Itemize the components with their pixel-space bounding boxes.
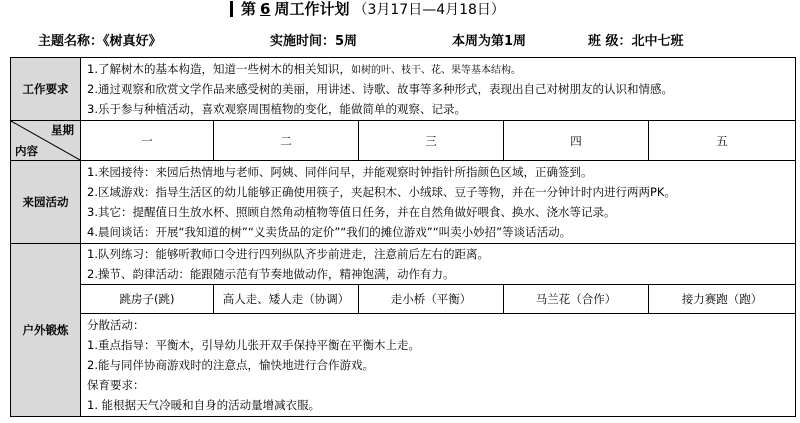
arrival-line: 3.其它：提醒值日生放水杯、照顾自然角动植物等值日任务，并在自然角做好喂食、换水、浇水等记录。	[87, 205, 616, 219]
page-title	[230, 0, 505, 20]
arrival-line: 4.晨间谈话：开展“我知道的树”“义卖货品的定价”“我们的摊位游戏”“叫卖小妙招”等谈话活动。	[87, 225, 572, 239]
work-requirements-label: 工作要求	[11, 58, 81, 121]
theme-name: 主题名称：《树真好》	[38, 34, 162, 49]
arrival-label: 来园活动	[11, 161, 81, 244]
outdoor-activities-row	[11, 285, 796, 314]
work-requirements-row	[11, 58, 796, 121]
requirement-line: 2.通过观察和欣赏文学作品来感受树的美丽，用讲述、诗歌、故事等多种形式，表现出自己对树朋友的认识和情感。	[87, 82, 673, 96]
arrival-row	[11, 161, 796, 244]
corner-content-label: 内容	[15, 144, 38, 158]
outdoor-line: 1.队列练习：能够听教师口令进行四列纵队齐步前进走，注意前后左右的距离。	[87, 247, 489, 261]
outdoor-line: 保育要求：	[87, 378, 145, 392]
requirement-line: 3.乐于参与种植活动，喜欢观察周围植物的变化，能做简单的观察、记录。	[87, 102, 466, 116]
week-number: 6	[260, 0, 271, 18]
duration: 实施时间：5周	[270, 34, 358, 49]
activity-cell: 跳房子(跳)	[81, 285, 214, 314]
day-wednesday: 三	[359, 121, 504, 161]
current-week: 本周为第1周	[452, 34, 527, 49]
weekday-header-row	[11, 121, 796, 161]
outdoor-line: 2.能与同伴协商游戏时的注意点，愉快地进行合作游戏。	[87, 358, 374, 372]
outdoor-top-content	[81, 244, 796, 285]
outdoor-line: 1. 能根据天气冷暖和自身的活动量增减衣服。	[87, 398, 321, 412]
class-name: 班 级：北中七班	[588, 34, 684, 49]
weekly-plan-table	[10, 57, 796, 417]
outdoor-line: 1.重点指导：平衡木，引导幼儿张开双手保持平衡在平衡木上走。	[87, 338, 420, 352]
outdoor-line: 2.操节、韵律活动：能跟随示范有节奏地做动作，精神饱满，动作有力。	[87, 267, 455, 281]
arrival-line: 2.区域游戏：指导生活区的幼儿能够正确使用筷子，夹起积木、小绒球、豆子等物，并在一分钟计时内进行两两PK。	[87, 185, 676, 199]
day-thursday: 四	[504, 121, 649, 161]
outdoor-label: 户外锻炼	[11, 244, 81, 417]
arrival-line: 1.来园接待：来园后热情地与老师、阿姨、同伴问早，并能观察时钟指针所指颜色区域，正确签到。	[87, 165, 593, 179]
activity-cell: 高人走、矮人走（协调）	[214, 285, 359, 314]
requirement-line: 1.了解树木的基本构造，知道一些树木的相关知识，如树的叶、枝干、花、果等基本结构。	[87, 62, 521, 76]
title-bar-decoration	[230, 1, 233, 17]
outdoor-bottom-content	[81, 314, 796, 417]
date-range: （3月17日—4月18日）	[353, 2, 505, 18]
outdoor-line: 分散活动：	[87, 318, 145, 332]
plan-meta	[0, 30, 800, 48]
day-friday: 五	[649, 121, 796, 161]
activity-cell: 走小桥（平衡）	[359, 285, 504, 314]
outdoor-row-bottom	[11, 314, 796, 417]
arrival-content	[81, 161, 796, 244]
corner-weekday-label: 星期	[51, 123, 74, 137]
day-tuesday: 二	[214, 121, 359, 161]
requirement-line-small: 如树的叶、枝干、花、果等基本结构。	[350, 65, 521, 76]
title-prefix: 第	[241, 0, 257, 18]
activity-cell: 接力赛跑（跑）	[649, 285, 796, 314]
corner-diagonal-cell	[11, 121, 81, 161]
day-monday: 一	[81, 121, 214, 161]
activity-cell: 马兰花（合作）	[504, 285, 649, 314]
outdoor-row-top	[11, 244, 796, 285]
title-suffix: 周工作计划	[274, 0, 350, 18]
work-requirements-content	[81, 58, 796, 121]
